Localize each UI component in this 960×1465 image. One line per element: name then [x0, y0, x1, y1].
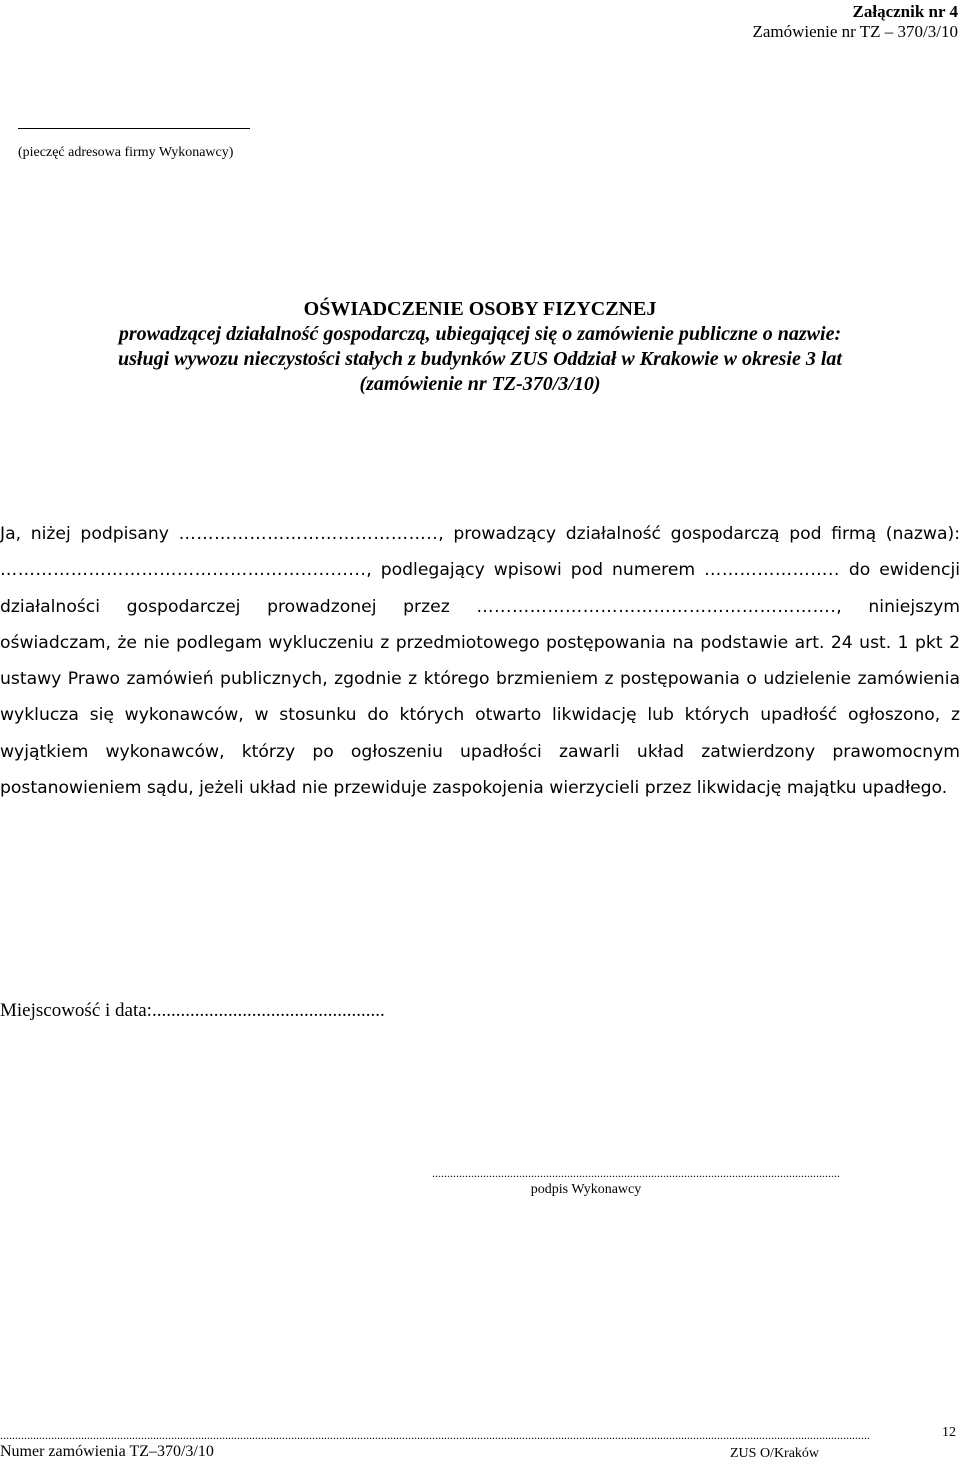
name-fill-field[interactable]: ……………………………………..: [178, 524, 439, 544]
declaration-body: [0, 516, 960, 806]
footer-order-number: Numer zamówienia TZ–370/3/10: [0, 1443, 214, 1460]
title-line-2: prowadzącej działalność gospodarczą, ubiegającej się o zamówienie publiczne o nazwie:: [118, 323, 842, 345]
body-text-4: do ewidencji działalności gospodarczej prowadzonej przez: [0, 560, 960, 617]
document-title: [0, 297, 960, 397]
body-text-3: , podlegający wpisowi pod numerem: [366, 560, 705, 581]
stamp-label: (pieczęć adresowa firmy Wykonawcy): [18, 145, 234, 160]
company-name-fill-field[interactable]: ……………………………………………...........: [0, 560, 367, 581]
stamp-line: [18, 128, 250, 129]
footer-divider: ..................................................................................................................................................................................................................................................................................................: [0, 1428, 870, 1442]
footer-office: ZUS O/Kraków: [730, 1446, 820, 1461]
registry-number-fill-field[interactable]: …………………..: [704, 560, 840, 581]
signature-label: podpis Wykonawcy: [530, 1182, 642, 1197]
signature-line[interactable]: ........................................................................................................................................: [432, 1166, 840, 1180]
registry-authority-fill-field[interactable]: …...……………………………………………….: [476, 596, 837, 617]
title-line-1: OŚWIADCZENIE OSOBY FIZYCZNEJ: [303, 298, 657, 320]
annex-label: Załącznik nr 4: [852, 2, 958, 21]
body-text-2: , prowadzący działalność gospodarczą pod firmą (nazwa):: [438, 524, 960, 544]
order-reference: Zamówienie nr TZ – 370/3/10: [752, 22, 958, 41]
place-date-field[interactable]: Miejscowość i data:.................................................: [0, 1000, 385, 1021]
body-text-1: Ja, niżej podpisany: [0, 524, 179, 544]
page-number: 12: [942, 1425, 956, 1440]
title-line-3: usługi wywozu nieczystości stałych z budynków ZUS Oddział w Krakowie w okresie 3 lat: [118, 348, 842, 370]
title-line-4: (zamówienie nr TZ-370/3/10): [359, 373, 601, 395]
body-text-5: , niniejszym oświadczam, że nie podlegam wykluczeniu z przedmiotowego postępowania na podstawie art. 24 ust. 1 pkt 2 ustawy Prawo zamówień publicznych, zgodnie z którego brzmieniem z postępowania o udzielenie zamówienia wyklucza się wykonawców, w stosunku do których otwarto likwidację lub których upadłość ogłoszono, z wyjątkiem wykonawców, którzy po ogłoszeniu upadłości zawarli układ zatwierdzony prawomocnym postanowieniem sądu, jeżeli układ nie przewiduje zaspokojenia wierzycieli przez likwidację majątku upadłego.: [0, 596, 960, 799]
